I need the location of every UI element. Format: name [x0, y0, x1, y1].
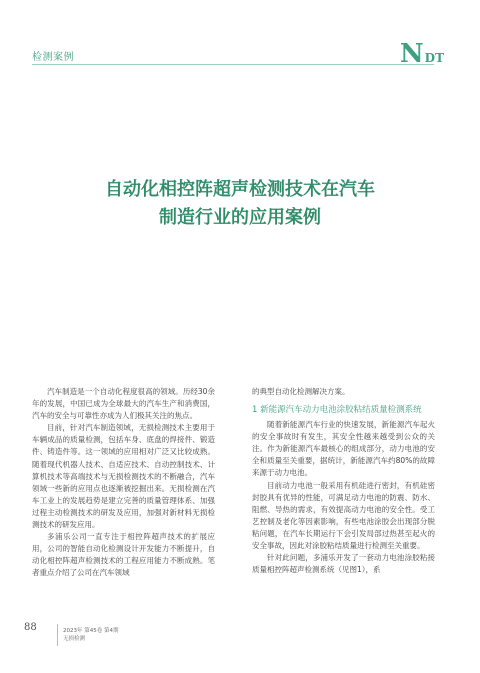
- right-column: [252, 386, 435, 576]
- page-number: 88: [24, 622, 37, 633]
- paragraph: 针对此问题，多浦乐开发了一套动力电池涂胶粘接质量相控阵超声检测系统（见图1），系: [252, 553, 435, 575]
- section-label: 检测案例: [32, 52, 74, 63]
- footer-divider: [57, 624, 58, 646]
- logo-letter-n: N: [399, 39, 424, 69]
- logo-letters-dt: DT: [424, 51, 444, 65]
- paragraph: 多浦乐公司一直专注于相控阵超声技术的扩展应用，公司的智能自动化检测设计开发能力不断提升，自动化相控阵超声检测技术的工程应用能力不断成熟。笔者重点介绍了公司在汽车领域: [32, 532, 215, 578]
- section-heading: 1 新能源汽车动力电池涂胶粘结质量检测系统: [252, 405, 422, 416]
- paragraph: 汽车制造是一个自动化程度很高的领域。历经30余年的发展，中国已成为全球最大的汽车生产和消费国，汽车的安全与可靠性亦成为人们极其关注的焦点。: [32, 387, 215, 421]
- title-line-1: 自动化相控阵超声检测技术在汽车: [105, 179, 375, 200]
- title-line-2: 制造行业的应用案例: [159, 207, 321, 228]
- paragraph: 随着新能源汽车行业的快速发展，新能源汽车起火的安全事故时有发生，其安全性越来越受到公众的关注。作为新能源汽车最核心的组成部分，动力电池的安全和质量至关重要，据统计，新能源汽车约80%的故障来源于动力电池。: [252, 420, 435, 478]
- issue-line: 2023年 第45卷 第4期: [63, 628, 119, 634]
- paragraph: 目前动力电池一般采用有机硅进行密封，有机硅密封胶具有优异的性能，可满足动力电池的防震、防水、阻燃、导热的需求，有效提高动力电池的安全性。受工艺控制及老化等因素影响，有些电池涂胶会出现部分脱粘问题，在汽车长期运行下会引发局部过热甚至起火的安全事故，因此对涂胶粘结质量进行检测至关重要。: [252, 480, 435, 551]
- journal-name: 无损检测: [63, 636, 86, 642]
- article-title: [0, 176, 480, 232]
- journal-logo: [399, 39, 444, 69]
- paragraph: 目前，针对汽车制造领域，无损检测技术主要用于车辆成品的质量检测，包括车身、底盘的焊接件、锻造件、铸造件等。这一领域的应用相对广泛又比较成熟。随着现代机器人技术、自适应技术、自动控制技术、计算机技术等高端技术与无损检测技术的不断融合，汽车领域一些新的应用点也逐渐被挖掘出来。无损检测在汽车工业上的发展趋势是建立完善的质量管理体系、加强过程主动检测技术的研发及应用，加强对新材料无损检测技术的研发应用。: [32, 423, 215, 530]
- left-column: [32, 386, 215, 580]
- header-divider: [32, 64, 434, 65]
- paragraph-continuation: 的典型自动化检测解决方案。: [252, 387, 350, 396]
- footer-info: [63, 627, 119, 643]
